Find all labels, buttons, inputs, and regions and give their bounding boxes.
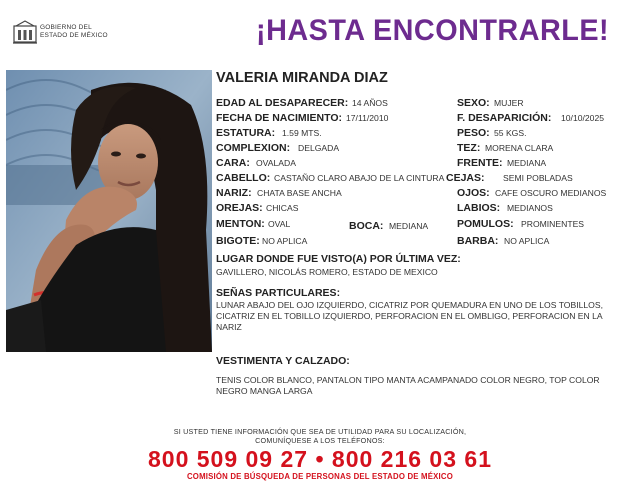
complexion-value: DELGADA	[298, 143, 340, 153]
edad-label: EDAD AL DESAPARECER:	[216, 97, 349, 109]
commission-name: COMISIÓN DE BÚSQUEDA DE PERSONAS DEL ESTADO DE MÉXICO	[186, 472, 454, 481]
cejas-value: SEMI POBLADAS	[503, 173, 573, 183]
tez-value: MORENA CLARA	[485, 143, 554, 153]
government-name-line2: ESTADO DE MÉXICO	[40, 32, 108, 39]
vestimenta-label: VESTIMENTA Y CALZADO:	[216, 355, 350, 367]
estatura-value: 1.59 MTS.	[282, 128, 322, 138]
government-name-line1: GOBIERNO DEL	[40, 24, 92, 31]
fecha-desaparicion-value: 10/10/2025	[561, 113, 605, 123]
menton-value: OVAL	[268, 219, 291, 229]
last-seen-value: GAVILLERO, NICOLÁS ROMERO, ESTADO DE MEXICO	[216, 267, 438, 277]
estatura-label: ESTATURA:	[216, 127, 276, 139]
labios-label: LABIOS:	[457, 202, 501, 214]
fecha-desaparicion-label: F. DESAPARICIÓN:	[457, 112, 552, 124]
ojos-label: OJOS:	[457, 187, 490, 199]
tez-label: TEZ:	[457, 142, 481, 154]
cara-label: CARA:	[216, 157, 250, 169]
menton-label: MENTON:	[216, 218, 265, 230]
missing-person-photo	[6, 70, 212, 352]
boca-value: MEDIANA	[389, 221, 429, 231]
orejas-value: CHICAS	[266, 203, 299, 213]
peso-label: PESO:	[457, 127, 490, 139]
last-seen-label: LUGAR DONDE FUE VISTO(A) POR ÚLTIMA VEZ:	[216, 253, 461, 265]
frente-value: MEDIANA	[507, 158, 547, 168]
phone-numbers: 800 509 09 27 • 800 216 03 61	[147, 446, 492, 472]
complexion-label: COMPLEXION:	[216, 142, 291, 154]
fecha-nacimiento-value: 17/11/2010	[346, 113, 389, 123]
barba-label: BARBA:	[457, 235, 499, 247]
page-title: ¡HASTA ENCONTRARLE!	[256, 14, 610, 47]
cabello-label: CABELLO:	[216, 172, 271, 184]
senas-label: SEÑAS PARTICULARES:	[216, 287, 341, 299]
sexo-label: SEXO:	[457, 97, 490, 109]
edad-value: 14 AÑOS	[352, 98, 388, 108]
contact-info-line2: COMUNÍQUESE A LOS TELÉFONOS:	[255, 436, 385, 445]
nariz-label: NARIZ:	[216, 187, 252, 199]
sexo-value: MUJER	[494, 98, 524, 108]
orejas-label: OREJAS:	[216, 202, 263, 214]
labios-value: MEDIANOS	[507, 203, 553, 213]
nariz-value: CHATA BASE ANCHA	[257, 188, 342, 198]
vestimenta-value: TENIS COLOR BLANCO, PANTALON TIPO MANTA ACAMPANADO COLOR NEGRO, TOP COLOR NEGRO MANGA LARGA	[216, 375, 600, 396]
cejas-label: CEJAS:	[446, 172, 485, 184]
bigote-label: BIGOTE:	[216, 235, 260, 247]
bigote-value: NO APLICA	[262, 236, 308, 246]
pomulos-label: POMULOS:	[457, 218, 514, 230]
person-name: VALERIA MIRANDA DIAZ	[216, 70, 388, 86]
ojos-value: CAFE OSCURO MEDIANOS	[495, 188, 607, 198]
boca-label: BOCA:	[349, 220, 384, 232]
frente-label: FRENTE:	[457, 157, 503, 169]
senas-value: LUNAR ABAJO DEL OJO IZQUIERDO, CICATRIZ POR QUEMADURA EN UNO DE LOS TOBILLOS, CICATRIZ EN EL TOBILLO IZQUIERDO, PERFORACION EN EL OMBLIGO, PERFORACION EN LA NARIZ	[216, 300, 603, 332]
peso-value: 55 KGS.	[494, 128, 527, 138]
contact-info-line1: SI USTED TIENE INFORMACIÓN QUE SEA DE UTILIDAD PARA SU LOCALIZACIÓN,	[173, 427, 467, 436]
estado-de-mexico-emblem-icon	[12, 20, 38, 46]
pomulos-value: PROMINENTES	[521, 219, 585, 229]
fecha-nacimiento-label: FECHA DE NACIMIENTO:	[216, 112, 342, 124]
cabello-value: CASTAÑO CLARO ABAJO DE LA CINTURA	[274, 173, 445, 183]
barba-value: NO APLICA	[504, 236, 550, 246]
cara-value: OVALADA	[256, 158, 296, 168]
